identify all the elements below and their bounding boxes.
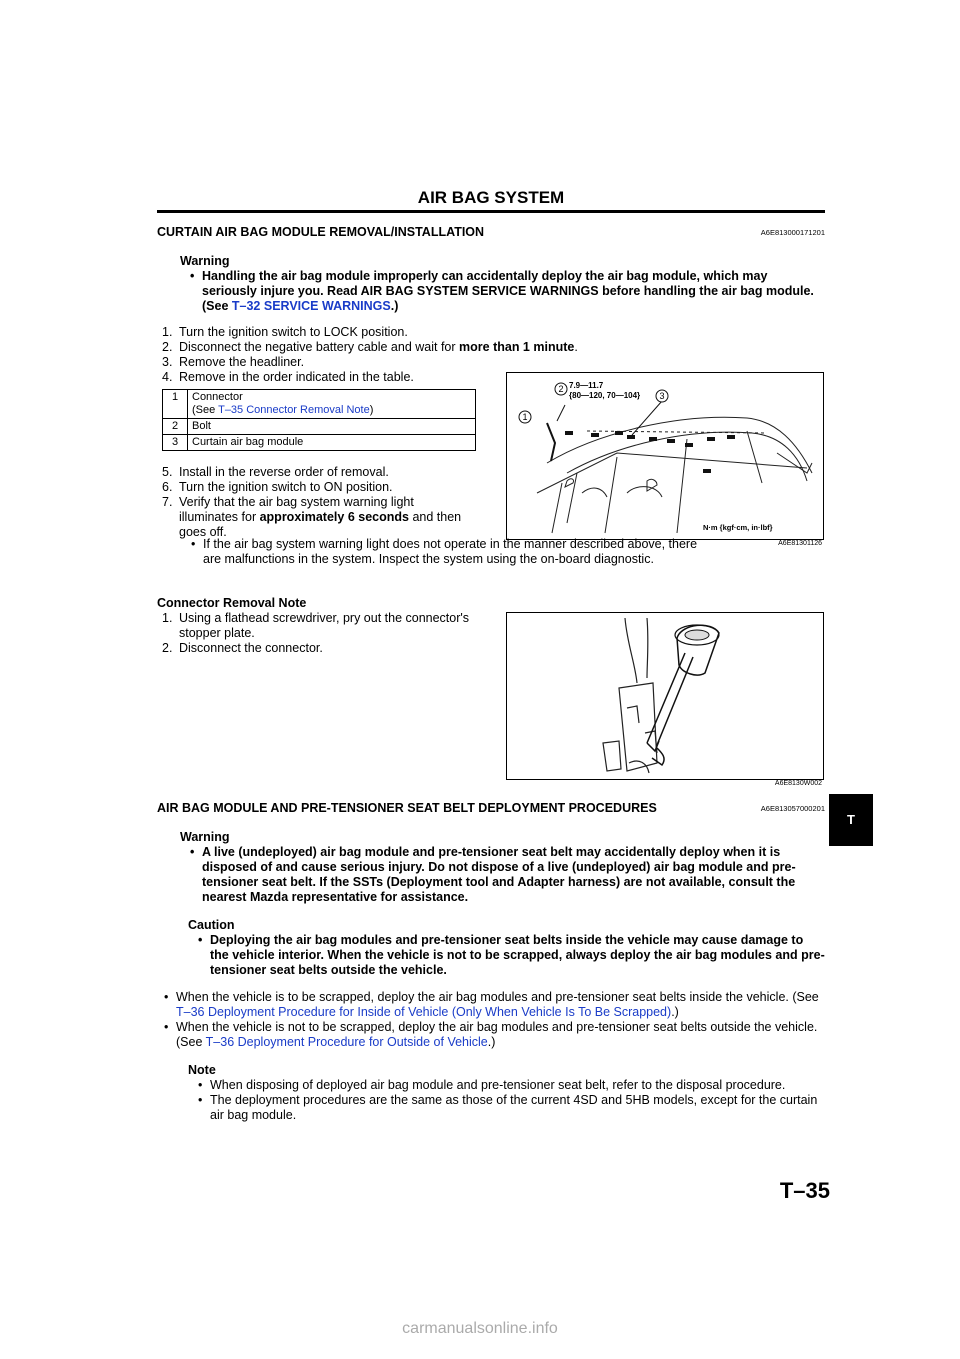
section-title-text: AIR BAG MODULE AND PRE-TENSIONER SEAT BELT DEPLOYMENT PROCEDURES bbox=[157, 801, 657, 815]
warning-block-1 bbox=[180, 254, 825, 314]
callout-3: 3 bbox=[659, 391, 665, 401]
connector-removal-note bbox=[157, 596, 477, 656]
page-number: T–35 bbox=[779, 1178, 830, 1203]
table-row: 3 Curtain air bag module bbox=[163, 435, 476, 451]
table-row: 1 Connector (See T–35 Connector Removal Note) bbox=[163, 390, 476, 419]
table-row: 2 Bolt bbox=[163, 419, 476, 435]
callout-1: 1 bbox=[522, 412, 528, 422]
section-title-text: CURTAIN AIR BAG MODULE REMOVAL/INSTALLATION bbox=[157, 225, 485, 239]
warning-label: Warning bbox=[180, 254, 230, 268]
note-step-1: 1. Using a flathead screwdriver, pry out the connector's stopper plate. bbox=[162, 611, 470, 640]
connector-removal-note-link[interactable]: T–35 Connector Removal Note bbox=[218, 404, 370, 416]
section-title-curtain-removal bbox=[157, 225, 825, 239]
step-3: 3. Remove the headliner. bbox=[162, 355, 305, 369]
warning-text: • Handling the air bag module improperly can accidentally deploy the air bag module, which may seriously injure you. Read AIR BAG SYSTEM SERVICE WARNINGS before handling the air bag module. (See T–32 SERVICE WARNINGS.) bbox=[188, 269, 825, 314]
warning-label: Warning bbox=[180, 830, 230, 844]
chapter-tab: T bbox=[829, 794, 873, 846]
torque-value: 7.9—11.7 bbox=[569, 381, 604, 390]
warning-block-2 bbox=[180, 830, 825, 905]
note-block bbox=[188, 1063, 825, 1123]
section-code: A6E813000171201 bbox=[760, 228, 825, 237]
section-code: A6E813057000201 bbox=[760, 804, 825, 813]
step-7-sub-bullet: • If the air bag system warning light does not operate in the manner described above, there are malfunctions in the system. Inspect the system using the on-board diagnostic. bbox=[189, 537, 698, 567]
note-step-2: 2. Disconnect the connector. bbox=[162, 641, 323, 655]
step-5: 5. Install in the reverse order of removal. bbox=[162, 465, 389, 479]
section-title-deployment bbox=[157, 801, 825, 815]
steps-list-1 bbox=[162, 325, 578, 385]
page-header: AIR BAG SYSTEM bbox=[417, 188, 565, 207]
caution-block bbox=[188, 918, 825, 978]
note-item: • The deployment procedures are the same as those of the current 4SD and 5HB models, except for the curtain air bag module. bbox=[196, 1093, 825, 1123]
warning-text: • A live (undeployed) air bag module and pre-tensioner seat belt may accidentally deploy when it is disposed of and cause serious injury. Do not dispose of a live (undeployed) air bag module and pre-tensioner seat belt. If the SSTs (Deployment tool and Adapter harness) are not available, consult the nearest Mazda representative for assistance. bbox=[188, 845, 825, 905]
step-6: 6. Turn the ignition switch to ON position. bbox=[162, 480, 393, 494]
step-2: 2. Disconnect the negative battery cable and wait for more than 1 minute. bbox=[162, 340, 578, 354]
deployment-bullets bbox=[162, 990, 825, 1050]
curtain-airbag-illustration bbox=[507, 373, 823, 539]
connector-screwdriver-illustration bbox=[507, 613, 823, 779]
parts-table bbox=[162, 389, 476, 451]
header-rule bbox=[157, 210, 825, 213]
step-1: 1. Turn the ignition switch to LOCK position. bbox=[162, 325, 408, 339]
figure-caption-1: A6E81301126 bbox=[778, 540, 822, 547]
note-item: • When disposing of deployed air bag module and pre-tensioner seat belt, refer to the disposal procedure. bbox=[196, 1078, 825, 1093]
torque-value-alt: {80—120, 70—104} bbox=[569, 391, 641, 400]
callout-2: 2 bbox=[558, 384, 564, 394]
caution-text: • Deploying the air bag modules and pre-tensioner seat belts inside the vehicle may cause damage to the vehicle interior. When the vehicle is not to be scrapped, always deploy the air bag modules and pre-tensioner seat belts outside the vehicle. bbox=[196, 933, 825, 978]
service-warnings-link[interactable]: T–32 SERVICE WARNINGS bbox=[231, 299, 391, 313]
curtain-airbag-figure bbox=[506, 372, 824, 540]
steps-list-2 bbox=[162, 465, 462, 540]
note-label: Note bbox=[188, 1063, 216, 1077]
connector-note-title: Connector Removal Note bbox=[157, 596, 307, 610]
bullet-scrapped: • When the vehicle is to be scrapped, deploy the air bag modules and pre-tensioner seat belts inside the vehicle. (See T–36 Deployment Procedure for Inside of Vehicle (Only When Vehicle Is To Be Scrapped).) bbox=[162, 990, 825, 1020]
caution-label: Caution bbox=[188, 918, 235, 932]
inside-vehicle-procedure-link[interactable]: T–36 Deployment Procedure for Inside of Vehicle (Only When Vehicle Is To Be Scrapped) bbox=[176, 1005, 672, 1019]
step-7: 7. Verify that the air bag system warning light illuminates for approximately 6 seconds and then goes off. bbox=[162, 495, 462, 539]
connector-removal-figure bbox=[506, 612, 824, 780]
step-4: 4. Remove in the order indicated in the table. bbox=[162, 370, 414, 384]
outside-vehicle-procedure-link[interactable]: T–36 Deployment Procedure for Outside of Vehicle bbox=[205, 1035, 488, 1049]
bullet-not-scrapped: • When the vehicle is not to be scrapped, deploy the air bag modules and pre-tensioner seat belts outside the vehicle. (See T–36 Deployment Procedure for Outside of Vehicle.) bbox=[162, 1020, 825, 1050]
torque-unit: N·m {kgf·cm, in·lbf} bbox=[703, 523, 773, 532]
watermark-footer[interactable]: carmanualsonline.info bbox=[402, 1320, 558, 1337]
figure-caption-2: A6E8130W002 bbox=[774, 780, 822, 787]
